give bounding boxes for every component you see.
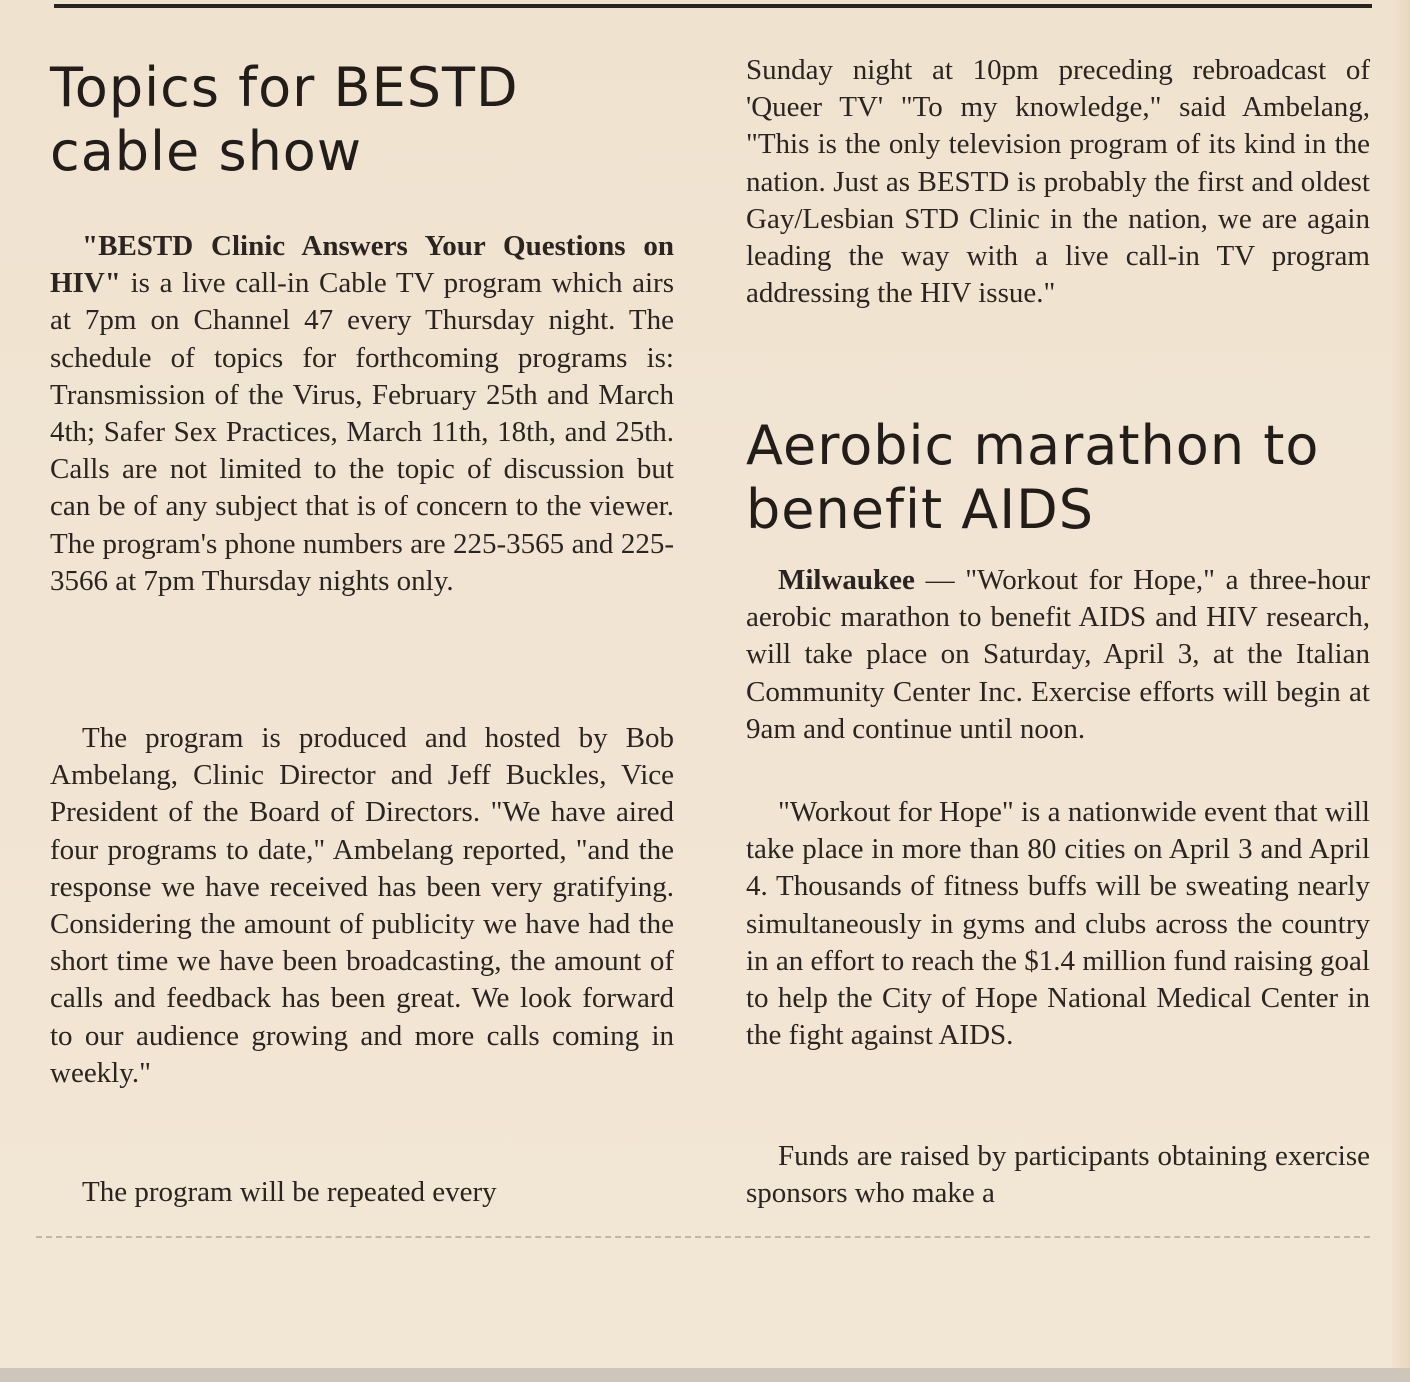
- top-rule: [54, 4, 1372, 8]
- article1-paragraph-1-text: is a live call-in Cable TV program which airs at 7pm on Channel 47 every Thursday night. The schedule of topics for forthcoming programs is: Transmission of the Virus, February 25th and March 4th; Safer Sex Practices, March 11th, 18th, and 25th. Calls are not limited to the topic of discussion but can be of any subject that is of concern to the viewer. The program's phone numbers are 225-3565 and 225-3566 at 7pm Thursday nights only.: [50, 267, 674, 597]
- headline-bestd-cable-show: Topics for BESTD cable show: [50, 56, 519, 183]
- article2-paragraph-2: "Workout for Hope" is a nationwide event that will take place in more than 80 cities on April 3 and April 4. Thousands of fitness buffs will be sweating nearly simultaneously in gyms and clubs across the country in an effort to reach the $1.4 million fund raising goal to help the City of Hope National Medical Center in the fight against AIDS.: [746, 796, 1370, 1052]
- article2-paragraph-1: [746, 562, 1370, 748]
- show-title: "BESTD Clinic Answers Your Questions on HIV": [50, 230, 674, 300]
- article2-paragraph-1-text: — "Workout for Hope," a three-hour aerobic marathon to benefit AIDS and HIV research, will take place on Saturday, April 3, at the Italian Community Center Inc. Exercise efforts will begin at 9am and continue until noon.: [746, 564, 1370, 745]
- article1-paragraph-3-continued: Sunday night at 10pm preceding rebroadcast of 'Queer TV' "To my knowledge," said Ambelang, "This is the only television program of its kind in the nation. Just as BESTD is probably the first and oldest Gay/Lesbian STD Clinic in the nation, we are again leading the way with a live call-in TV program addressing the HIV issue.": [746, 54, 1370, 310]
- article1-paragraph-2: The program is produced and hosted by Bob Ambelang, Clinic Director and Jeff Buckles, Vice President of the Board of Directors. "We have aired four programs to date," Ambelang reported, "and the response we have received has been very gratifying. Considering the amount of publicity we have had the short time we have been broadcasting, the amount of calls and feedback has been great. We look forward to our audience growing and more calls coming in weekly.": [50, 722, 674, 1089]
- headline-aerobic-marathon: Aerobic marathon to benefit AIDS: [746, 414, 1320, 541]
- clipping-edge: [36, 1236, 1370, 1244]
- page-edge: [1392, 0, 1410, 1382]
- dateline: Milwaukee: [778, 564, 915, 596]
- article1-paragraph-1: [50, 228, 674, 600]
- scan-bottom-edge: [0, 1368, 1410, 1382]
- article2-paragraph-3: Funds are raised by participants obtaining exercise sponsors who make a: [746, 1140, 1370, 1210]
- article1-paragraph-3: The program will be repeated every: [82, 1176, 497, 1208]
